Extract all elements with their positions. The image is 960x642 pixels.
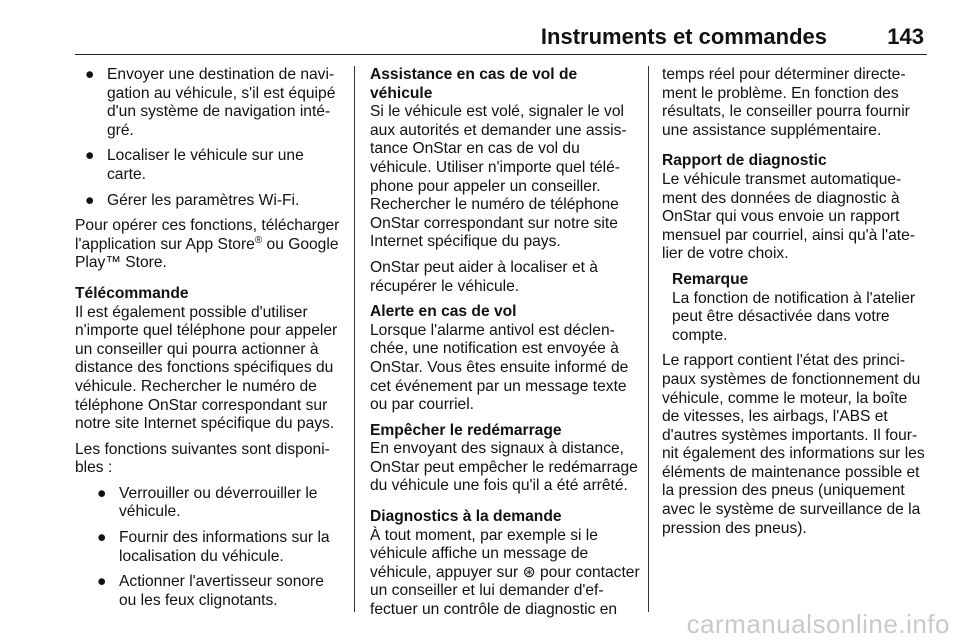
section-heading: Télécommande [75,284,189,302]
note-heading: Remarque [672,270,749,288]
note-box [672,271,927,345]
bullet-icon: ● [97,573,107,591]
list-item: ● Localiser le véhicule sur une carte. [85,147,304,183]
section-heading: Diagnostics à la demande [370,508,562,526]
section-heading: Empêcher le redémarrage [370,421,562,439]
column-divider-left [354,66,355,612]
report-contents-paragraph: Le rapport contient l'état des principaux systèmes de fonctionnement du véhicule, comme le moteur, la boîte de vitesses, les airbags, l'ABS et d'autres systèmes importants. Il fournit également des informations sur les éléments de maintenance possible et la pression des pneus (uniquement avec le système de surveillance de la pression des pneus). [662,352,925,537]
feature-list-app [75,66,343,210]
section-body: En envoyant des signaux à distance, OnStar peut empêcher le redémarrage du véhicule une fois qu'il a été arrêté. [370,440,638,495]
page-number: 143 [887,24,924,49]
list-item: ● Verrouiller ou déverrouiller le véhicule. [97,484,318,521]
section-body: Il est également possible d'utiliser n'importe quel téléphone pour appeler un conseiller qui pourra actionner à distance des fonctions spécifiques du véhicule. Rechercher le numéro de téléphone OnStar correspondant sur notre site Internet spécifique du pays. [75,303,338,433]
section-body: Si le véhicule est volé, signaler le vol aux autorités et demander une assistance OnStar en cas de vol du véhicule. Utiliser n'importe quel téléphone pour appeler un conseiller. Rechercher le numéro de téléphone OnStar correspondant sur notre site Internet spécifique du pays. [370,103,627,251]
app-download-paragraph: Pour opérer ces fonctions, télécharger l'application sur App Store® ou Google Play™ Store. [75,217,340,272]
section-heading: Rapport de diagnostic [662,152,827,170]
section-heading: Alerte en cas de vol [370,303,517,321]
section-body: Le véhicule transmet automatiquement des données de diagnostic à OnStar qui vous envoie un rapport mensuel par courriel, ainsi qu'à l'atelier de votre choix. [662,170,915,263]
section-heading: Assistance en cas de vol de véhicule [370,66,578,102]
list-item: ● Fournir des informations sur la localisation du véhicule. [97,529,330,565]
bullet-icon: ● [85,66,95,83]
recovery-paragraph: OnStar peut aider à localiser et à récupérer le véhicule. [370,258,598,295]
bullet-icon: ● [85,191,95,209]
onstar-button-icon: ⊛ [522,563,536,581]
bullet-icon: ● [97,484,107,502]
section-theft-assistance [370,66,640,252]
feature-list-remote [87,485,343,611]
note-body: La fonction de notification à l'atelier peut être désactivée dans votre compte. [672,289,916,344]
bullet-icon: ● [85,147,95,165]
list-item: ● Actionner l'avertisseur sonore ou les feux clignotants. [97,573,324,609]
section-remote [75,285,343,434]
section-body: Lorsque l'alarme antivol est déclenchée, une notification est envoyée à OnStar. Vous êtes ensuite informé de cet événement par un message texte ou par courriel. [370,321,629,414]
section-diagnostic-report [662,152,927,264]
watermark: carmanualsonline.info [686,609,950,639]
page-title: Instruments et commandes [540,24,827,49]
column-divider-right [648,66,649,612]
section-prevent-restart [370,422,640,496]
available-functions-paragraph: Les fonctions suivantes sont disponibles : [75,440,330,477]
list-item: ● Envoyer une destination de navigation au véhicule, s'il est équipé d'un système de navigation intégré. [85,66,336,139]
column-middle [370,66,640,627]
bullet-icon: ● [97,529,107,547]
list-item: ● Gérer les paramètres Wi-Fi. [85,191,300,209]
section-diagnostics-on-demand [370,508,640,620]
section-theft-alert [370,303,640,415]
column-right [662,66,927,545]
registered-mark: ® [254,234,263,246]
page-header [75,22,927,55]
continued-paragraph: temps réel pour déterminer directement le problème. En fonction des résultats, le conseiller pourra fournir une assistance supplémentaire. [662,66,910,139]
section-body: À tout moment, par exemple si le véhicule affiche un message de véhicule, appuyer sur ⊛ pour contacter un conseiller et lui demander d'effectuer un contrôle de diagnostic en [370,526,640,619]
column-left [75,66,343,617]
